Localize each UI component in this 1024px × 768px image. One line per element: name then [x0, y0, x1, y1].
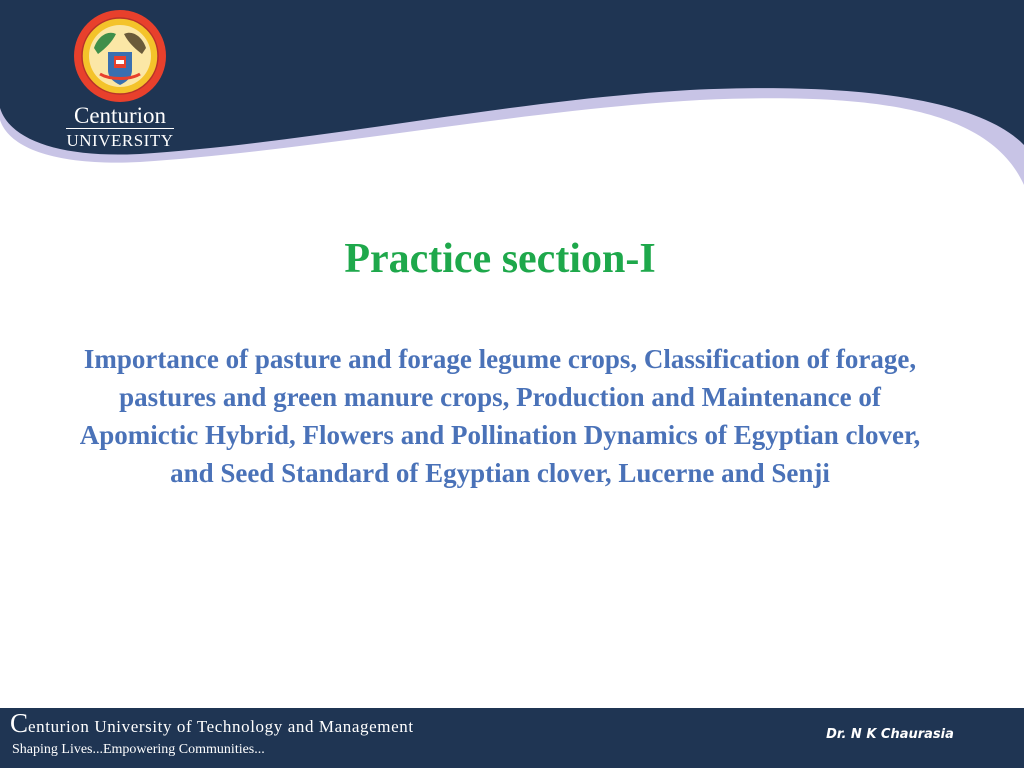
footer-tagline: Shaping Lives...Empowering Communities...	[12, 742, 265, 757]
brand-subtitle: UNIVERSITY	[66, 131, 174, 150]
footer-institution-rest: enturion University of Technology and Management	[28, 717, 414, 736]
footer-institution-name	[10, 708, 414, 738]
brand-divider	[66, 128, 174, 129]
footer-author: Dr. N K Chaurasia	[826, 727, 954, 742]
slide-title: Practice section-I	[344, 236, 656, 282]
brand-name: Centurion	[74, 103, 166, 128]
university-seal-icon	[72, 8, 168, 104]
slide-body-text: Importance of pasture and forage legume crops, Classification of forage, pastures and green manure crops, Production and Maintenance of Apomictic Hybrid, Flowers and Pollination Dynamics of Egyptian clover, and Seed Standard of Egyptian clover, Lucerne and Senji	[79, 344, 921, 488]
footer-institution-initial: C	[10, 708, 29, 738]
